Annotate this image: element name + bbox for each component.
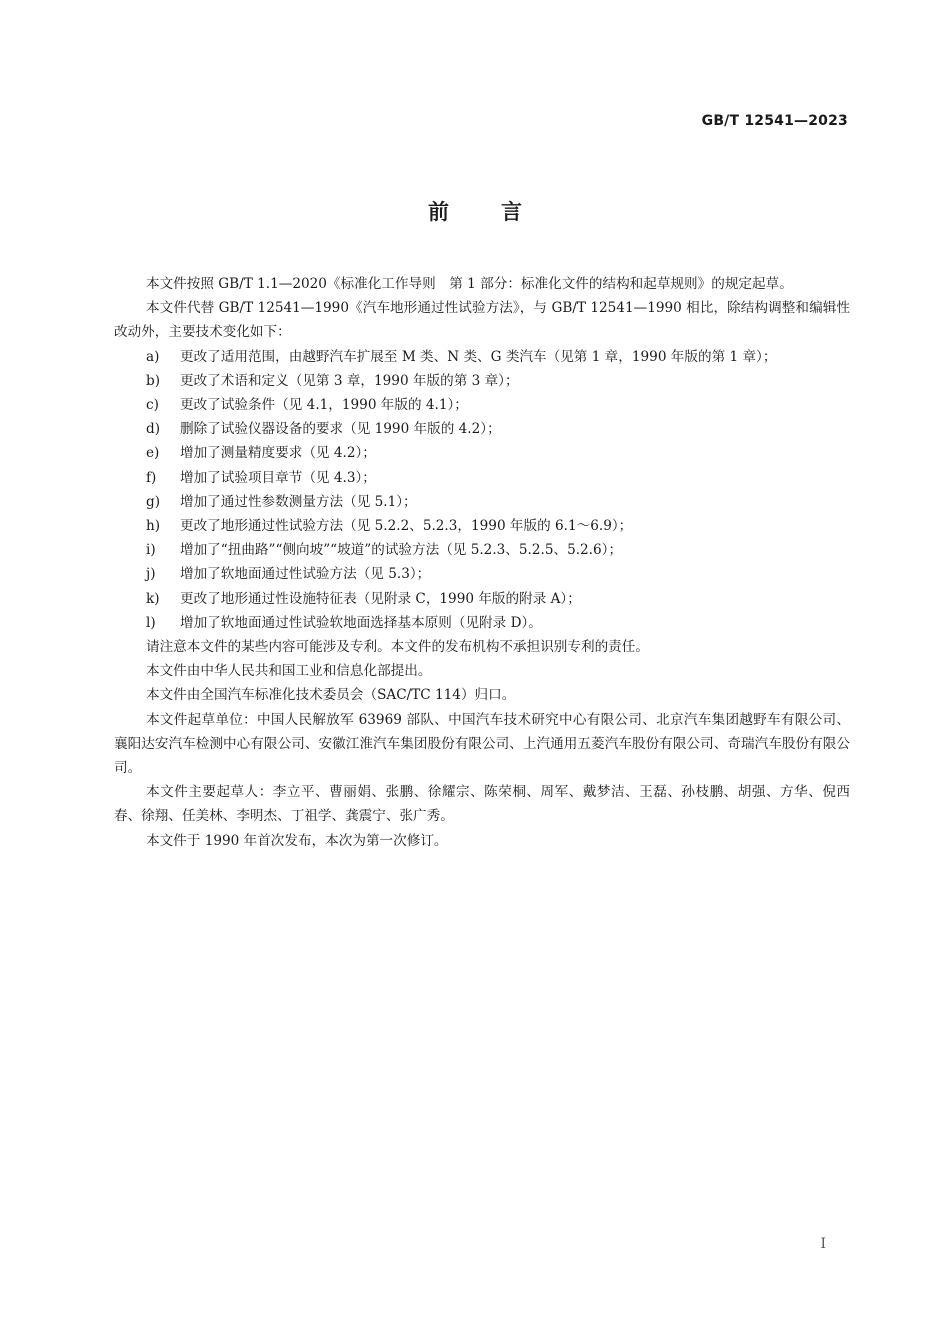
list-item-label: e) [146, 445, 160, 462]
list-item [114, 441, 850, 465]
list-item-label: g) [146, 493, 161, 510]
list-item-label: a) [146, 348, 160, 365]
list-item-text: 增加了“扭曲路”“侧向坡”“坡道”的试验方法（见 5.2.3、5.2.5、5.2.6）； [180, 542, 623, 559]
paragraph-history: 本文件于 1990 年首次发布，本次为第一次修订。 [146, 832, 448, 849]
list-item [114, 587, 850, 611]
paragraph-centralized: 本文件由全国汽车标准化技术委员会（SAC/TC 114）归口。 [146, 687, 516, 704]
paragraph-basis: 本文件按照 GB/T 1.1—2020《标准化工作导则 第 1 部分：标准化文件的结构和起草规则》的规定起草。 [146, 276, 793, 292]
list-item-label: i) [146, 542, 156, 559]
paragraph-patent: 请注意本文件的某些内容可能涉及专利。本文件的发布机构不承担识别专利的责任。 [146, 639, 649, 656]
paragraph-proposed: 本文件由中华人民共和国工业和信息化部提出。 [146, 663, 432, 680]
list-item [114, 369, 850, 393]
list-item-text: 增加了软地面通过性试验软地面选择基本原则（见附录 D）。 [180, 614, 542, 631]
list-item-text: 更改了术语和定义（见第 3 章，1990 年版的第 3 章）； [180, 372, 519, 389]
paragraph-drafting-units: 本文件起草单位：中国人民解放军 63969 部队、中国汽车技术研究中心有限公司、北京汽车集团越野车有限公司、襄阳达安汽车检测中心有限公司、安徽江淮汽车集团股份有限公司、上汽通用五菱汽车股份有限公司、奇瑞汽车股份有限公司。 [114, 711, 850, 777]
list-item [114, 514, 850, 538]
paragraph-replaces: 本文件代替 GB/T 12541—1990《汽车地形通过性试验方法》，与 GB/T 12541—1990 相比，除结构调整和编辑性改动外，主要技术变化如下： [114, 300, 850, 341]
list-item-text: 增加了通过性参数测量方法（见 5.1）； [180, 493, 417, 510]
title-char-2: 言 [501, 200, 522, 224]
list-item-text: 增加了软地面通过性试验方法（见 5.3）； [180, 566, 431, 583]
list-item [114, 393, 850, 417]
list-item-text: 更改了适用范围，由越野汽车扩展至 M 类、N 类、G 类汽车（见第 1 章，1990 年版的第 1 章）； [180, 348, 777, 365]
page-title [0, 196, 950, 226]
list-item-label: h) [146, 518, 161, 535]
list-item-label: k) [146, 590, 160, 607]
list-item [114, 611, 850, 635]
standard-number: GB/T 12541—2023 [701, 113, 848, 129]
list-item-text: 增加了测量精度要求（见 4.2）； [180, 445, 376, 462]
paragraph-drafters: 本文件主要起草人：李立平、曹丽娟、张鹏、徐耀宗、陈荣桐、周军、戴梦洁、王磊、孙枝鹏、胡强、方华、倪西春、徐翔、任美林、李明杰、丁祖学、龚震宁、张广秀。 [114, 784, 850, 825]
list-item-label: d) [146, 421, 161, 438]
list-item-text: 增加了试验项目章节（见 4.3）； [180, 469, 376, 486]
foreword-body [114, 272, 850, 853]
page-number: I [820, 1236, 826, 1252]
list-item-label: j) [146, 566, 156, 583]
list-item-text: 更改了试验条件（见 4.1，1990 年版的 4.1）； [180, 397, 468, 414]
list-item-label: f) [146, 469, 157, 486]
list-item [114, 345, 850, 369]
title-char-1: 前 [428, 200, 449, 224]
list-item-text: 更改了地形通过性试验方法（见 5.2.2、5.2.3，1990 年版的 6.1～6.9）； [180, 518, 633, 535]
list-item-label: c) [146, 397, 159, 414]
list-item [114, 538, 850, 562]
list-item-label: b) [146, 372, 161, 389]
list-item [114, 417, 850, 441]
list-item [114, 490, 850, 514]
list-item-text: 更改了地形通过性设施特征表（见附录 C，1990 年版的附录 A）； [180, 590, 581, 607]
list-item [114, 562, 850, 586]
list-item-label: l) [146, 614, 156, 631]
list-item [114, 466, 850, 490]
list-item-text: 删除了试验仪器设备的要求（见 1990 年版的 4.2）； [180, 421, 501, 438]
